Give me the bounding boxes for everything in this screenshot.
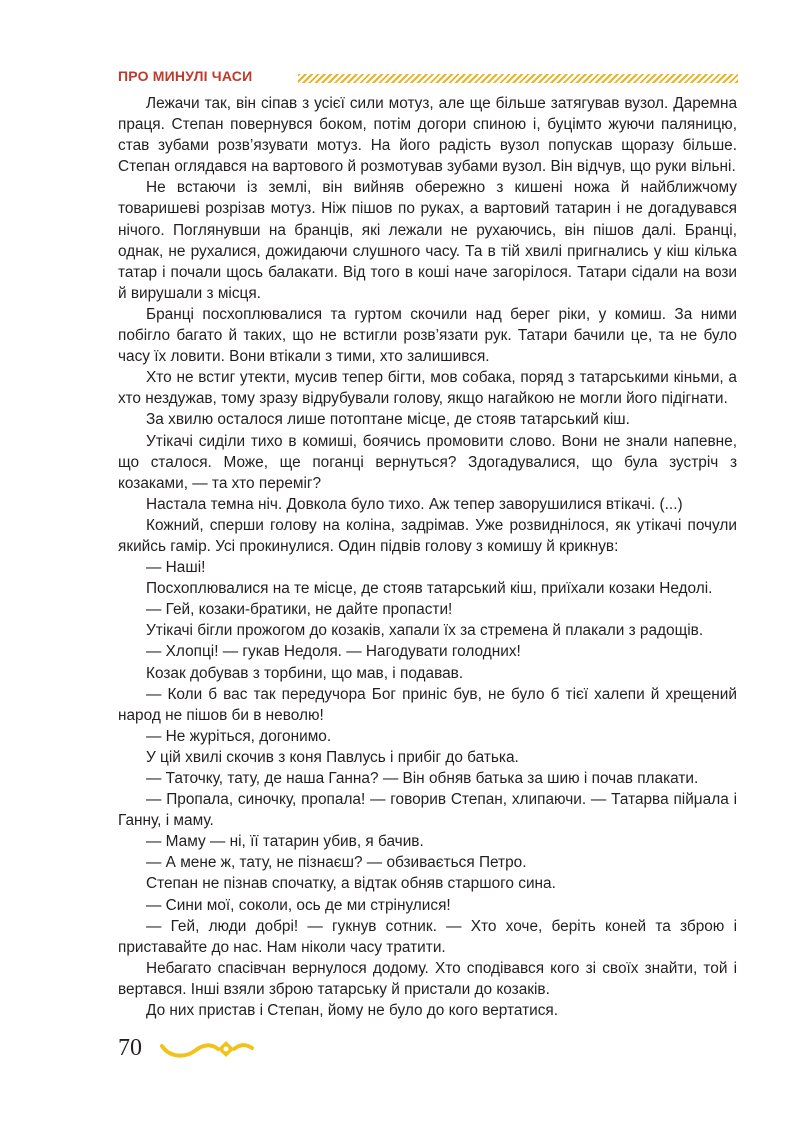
paragraph: — Хлопці! — гукав Недоля. — Нагодувати голодних! — [146, 643, 521, 661]
paragraph: Небагато спасівчан вернулося додому. Хто сподівався кого зі своїх знайти, той і вертався. Інші взяли зброю татарську й пристали до козаків. — [118, 959, 737, 998]
paragraph: Утікачі сиділи тихо в комиші, боячись промовити слово. Вони не знали напевне, що сталося. Може, ще поганці вернуться? Здогадувалися, що була зустріч з козаками, — та хто переміг? — [118, 432, 737, 492]
paragraph: — Коли б вас так передучора Бог приніс був, не було б тієї халепи й хрещений народ не пішов би в неволю! — [118, 685, 737, 724]
paragraph: — Таточку, тату, де наша Ганна? — Він обняв батька за шию і почав плакати. — [146, 770, 699, 787]
ornament-icon — [160, 1036, 255, 1062]
paragraph: До них пристав і Степан, йому не було до кого вертатися. — [146, 1002, 559, 1020]
paragraph: — Наші! — [146, 559, 206, 577]
paragraph: Козак добував з торбини, що мав, і подавав. — [146, 664, 464, 682]
paragraph: Настала темна ніч. Довкола було тихо. Аж тепер заворушилися втікачі. (...) — [146, 495, 683, 513]
header-hatched-rule — [298, 74, 738, 83]
paragraph: У цій хвилі скочив з коня Павлусь і прибіг до батька. — [146, 748, 519, 766]
paragraph: Не встаючи із землі, він вийняв обережно з кишені ножа й найближчому товаришеві розрізав мотуз. Ніж пішов по руках, а вартовий татарин і не догадувався нічого. Поглянувши на бранців, які лежали не рухаючись, він пішов далі. Бранці, однак, не рухалися, дожидаючи слушного часу. Та в тій хвилі пригнались у кіш кілька татар і почали щось балакати. Від того в коші наче загорілося. Татари сідали на вози й вирушали з місця. — [118, 179, 737, 302]
running-header — [118, 68, 738, 88]
paragraph: Лежачи так, він сіпав з усієї сили мотуз, але ще більше затягував вузол. Даремна праця. Степан повернувся боком, потім догори спиною і, буцімто жуючи паляницю, став зубами розв’язувати мотуз. На його радість вузол попускав щоразу більше. Степан оглядався на вартового й розмотував зубами вузол. Він відчув, що руки вільні. — [118, 95, 737, 176]
paragraph: Утікачі бігли прожогом до козаків, хапали їх за стремена й плакали з радощів. — [146, 622, 704, 640]
paragraph: — Сини мої, соколи, ось де ми стрінулися! — [146, 896, 451, 914]
paragraph: За хвилю осталося лише потоптане місце, де стояв татарський кіш. — [146, 411, 630, 429]
paragraph: Степан не пізнав спочатку, а відтак обняв старшого сина. — [146, 875, 556, 893]
section-title: ПРО МИНУЛІ ЧАСИ — [118, 68, 253, 84]
paragraph: — Пропала, синочку, пропала! — говорив Степан, хлипаючи. — Татарва пійμала і Ганну, і маму. — [118, 791, 737, 830]
paragraph: Хто не встиг утекти, мусив тепер бігти, мов собака, поряд з татарськими кіньми, а хто нездужав, тому зразу відрубували голову, якщо нагайкою не могли його підігнати. — [118, 369, 737, 408]
page-number: 70 — [118, 1035, 142, 1061]
paragraph: Бранці посхоплювалися та гуртом скочили над берег ріки, у комиш. За ними побігло багато й таких, що не встигли розв’язати рук. Татари бачили це, та не було часу їх ловити. Вони втікали з тими, хто залишився. — [118, 305, 737, 366]
paragraph: — Гей, люди добрі! — гукнув сотник. — Хто хоче, беріть коней та зброю і приставайте до нас. Нам ніколи часу тратити. — [118, 917, 737, 956]
paragraph: Посхоплювалися на те місце, де стояв татарський кіш, приїхали козаки Недолі. — [146, 580, 713, 598]
paragraph: — Маму — ні, її татарин убив, я бачив. — [146, 833, 424, 851]
paragraph: — А мене ж, тату, не пізнаєш? — обзивається Петро. — [146, 854, 527, 872]
paragraph: Кожний, сперши голову на коліна, задрімав. Уже розвиднілося, як утікачі почули якийсь гамір. Усі прокинулися. Один підвів голову з комишу й крикнув: — [118, 516, 737, 555]
paragraph: — Гей, козаки-братики, не дайте пропасти! — [146, 601, 453, 619]
story-text — [118, 93, 737, 1021]
paragraph: — Не журіться, догонимо. — [146, 727, 332, 745]
